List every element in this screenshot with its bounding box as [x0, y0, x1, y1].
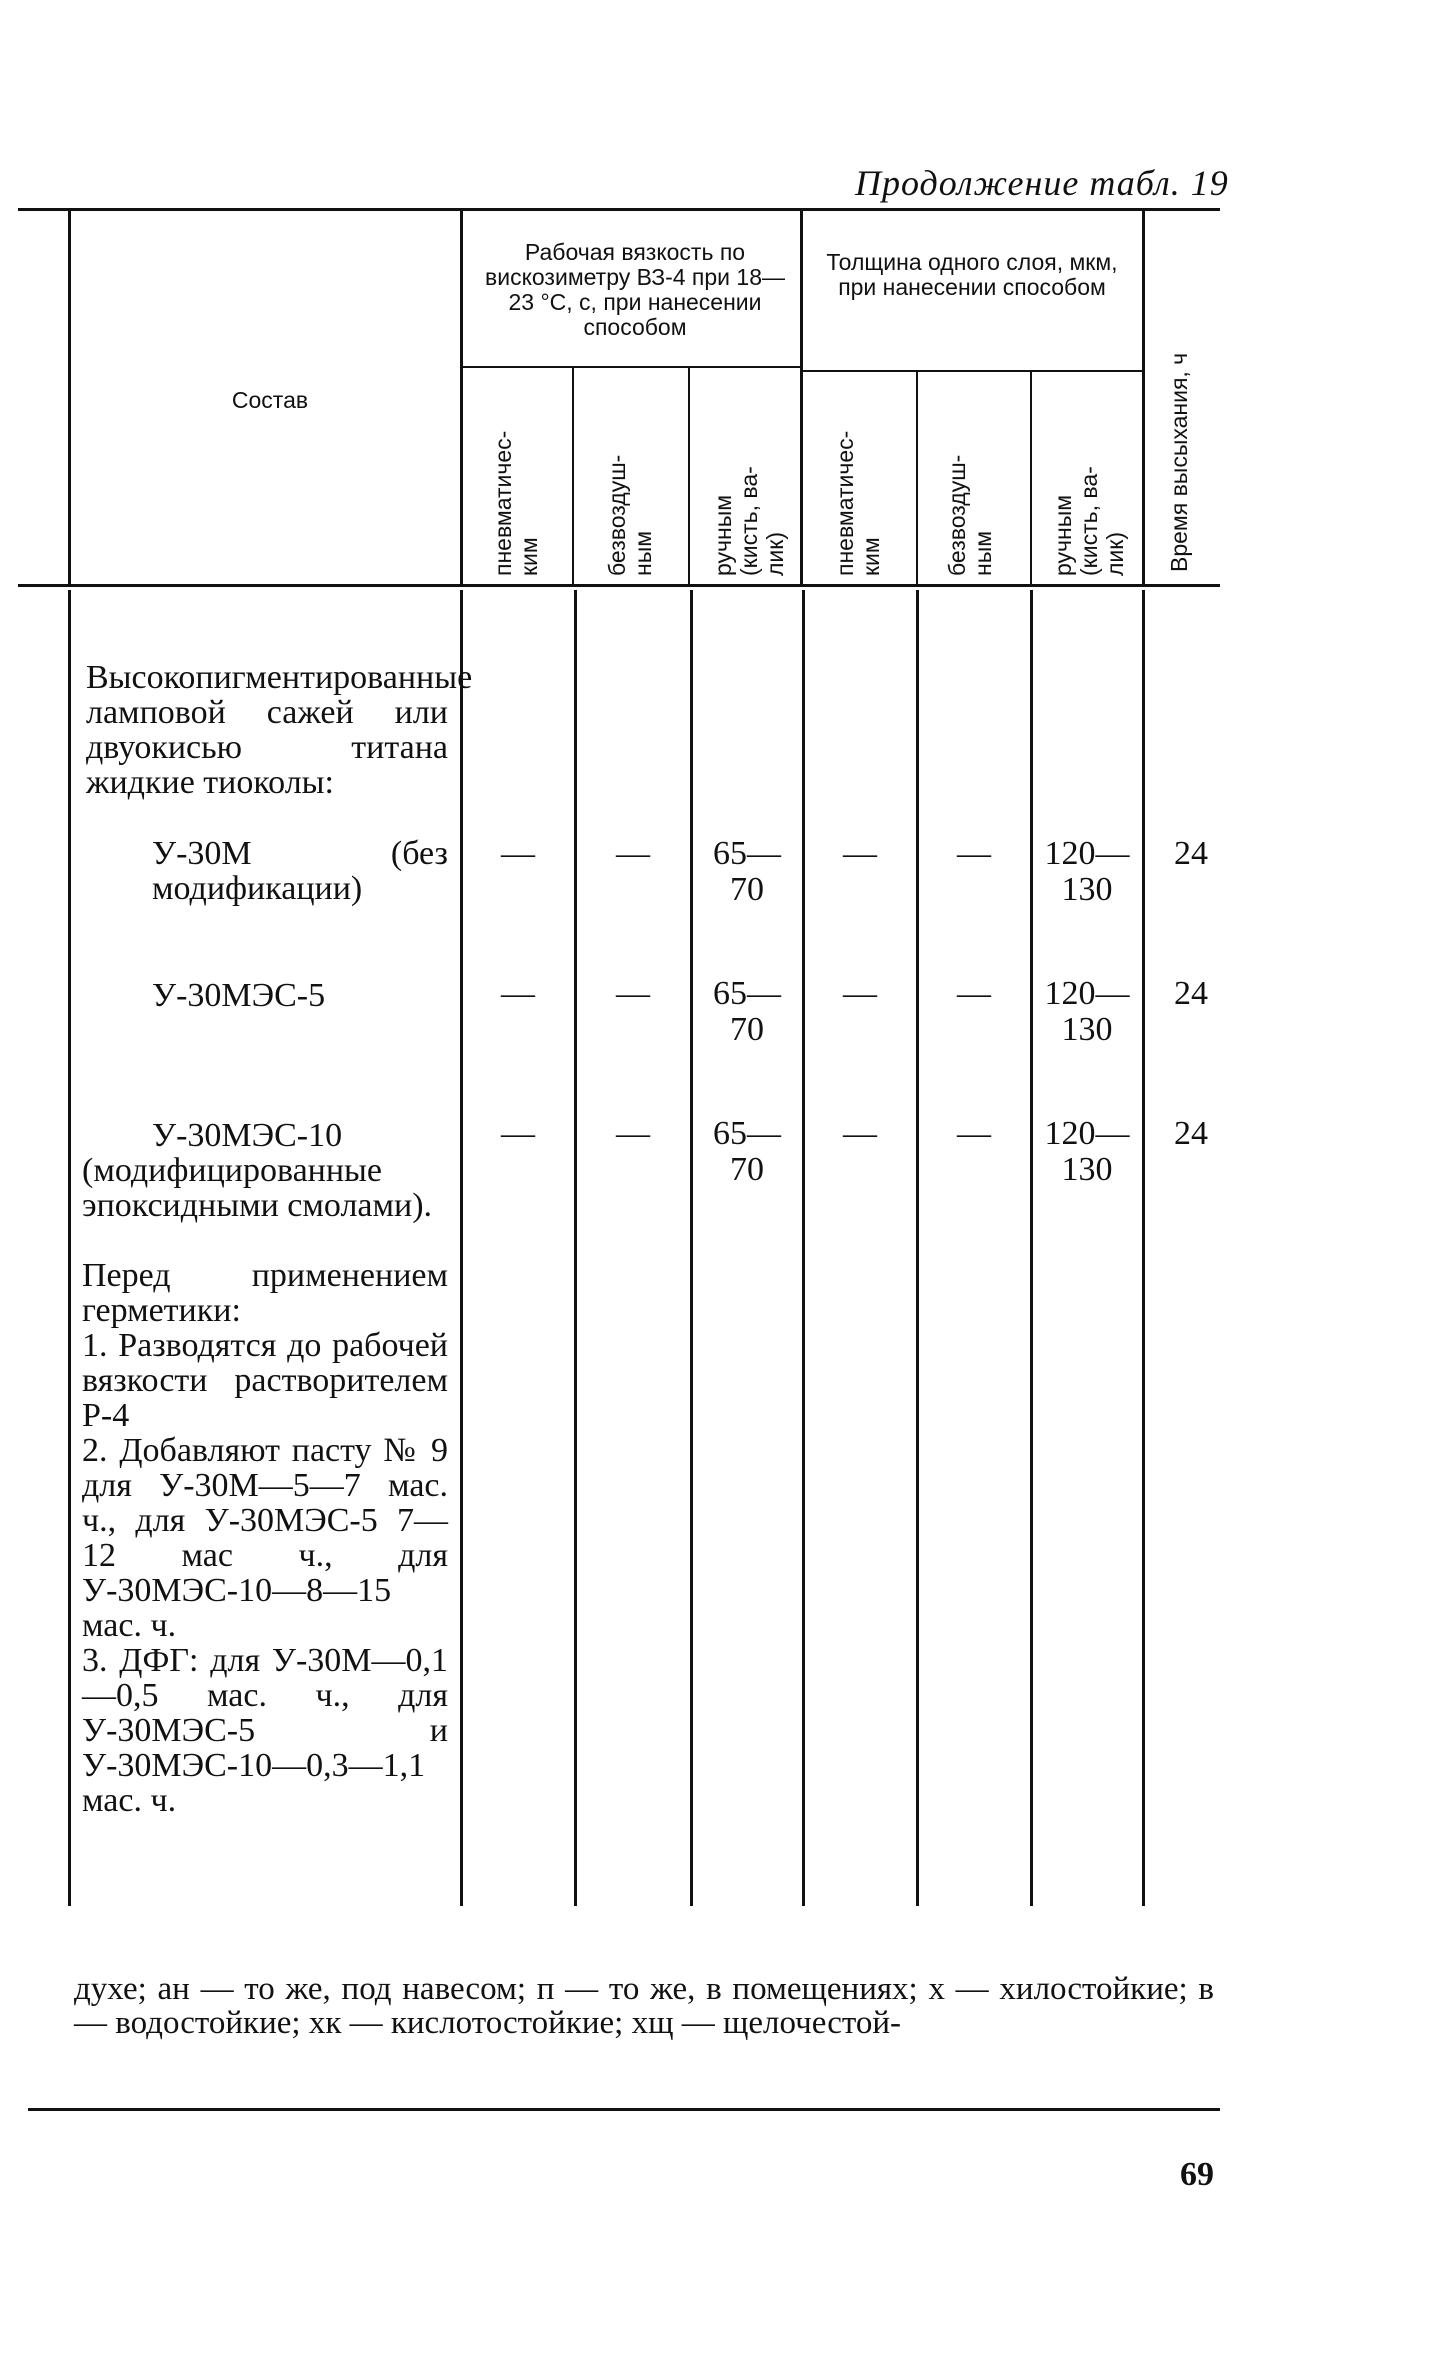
row-1-drying-time: 24 — [1174, 835, 1208, 872]
row-3-thickness-manual: 120— 130 — [1044, 1115, 1130, 1188]
page-number: 69 — [1180, 2156, 1214, 2193]
header-thickness-manual: ручным (кисть, ва- лик) — [1050, 466, 1128, 576]
footnote-text: духе; ан — то же, под навесом; п — то же, в помещениях; х — хилостойкие; в — водостойкие; хк — кислотостойкие; хщ — щелочестой- — [74, 1971, 1214, 2041]
header-drying-divider — [1142, 210, 1145, 584]
row-2-viscosity-manual: 65— 70 — [713, 975, 781, 1048]
table-caption: Продолжение табл. 19 — [855, 163, 1229, 203]
row-1-thickness-pneumatic: — — [843, 835, 877, 872]
row-1-viscosity-manual: 65— 70 — [713, 835, 781, 908]
header-bottom-rule — [18, 584, 1220, 587]
body-left-border — [68, 590, 71, 1906]
instruction-2: 2. Добавляют пасту № 9 для У-30М—5—7 мас. ч., для У-30МЭС-5 7—12 мас ч., для У-30МЭС-10—8—15 мас. ч. — [82, 1432, 448, 1644]
footnote-separator — [28, 2108, 1220, 2111]
row-3-viscosity-manual: 65— 70 — [713, 1115, 781, 1188]
row-1-thickness-airless: — — [957, 835, 991, 872]
row-3-drying-time: 24 — [1174, 1115, 1208, 1152]
row-3-note: (модифицированные эпоксидными смолами). — [82, 1152, 433, 1224]
header-col-divider — [460, 210, 463, 584]
header-thickness-airless: безвоздуш- ным — [944, 454, 996, 576]
header-sub-divider-4 — [1030, 372, 1032, 584]
header-sub-divider-1 — [572, 368, 574, 584]
header-thickness-group: Толщина одного слоя, мкм, при нанесении способом — [826, 249, 1118, 300]
row-1-viscosity-airless: — — [616, 835, 650, 872]
row-2-name: У-30МЭС-5 — [152, 977, 326, 1014]
body-col-divider-3 — [690, 590, 693, 1906]
header-thickness-pneumatic: пневматичес- ким — [832, 430, 884, 576]
instruction-1: 1. Разводятся до рабочей вязкости растворителем Р-4 — [82, 1327, 448, 1434]
header-composition: Состав — [231, 387, 309, 413]
row-1-viscosity-pneumatic: — — [501, 835, 535, 872]
table-top-rule — [18, 208, 1220, 211]
header-drying-time: Время высыхания, ч — [1166, 352, 1192, 572]
header-sub-divider-2 — [688, 368, 690, 584]
body-col-divider-5 — [916, 590, 919, 1906]
row-3-thickness-airless: — — [957, 1115, 991, 1152]
row-2-viscosity-airless: — — [616, 975, 650, 1012]
header-viscosity-pneumatic: пневматичес- ким — [490, 430, 542, 576]
instruction-3: 3. ДФГ: для У-30М—0,1—0,5 мас. ч., для У-30МЭС-5 и У-30МЭС-10—0,3—1,1 мас. ч. — [82, 1642, 448, 1819]
row-3-thickness-pneumatic: — — [843, 1115, 877, 1152]
row-1-name: У-30М (без модификации) — [152, 835, 448, 907]
row-3-name: У-30МЭС-10 — [152, 1117, 343, 1154]
row-2-thickness-pneumatic: — — [843, 975, 877, 1012]
header-group-divider — [800, 210, 803, 584]
header-sub-divider-3 — [916, 372, 918, 584]
header-viscosity-manual: ручным (кисть, ва- лик) — [710, 466, 788, 576]
row-1-thickness-manual: 120— 130 — [1044, 835, 1130, 908]
body-col-divider-4 — [802, 590, 805, 1906]
body-col-divider-6 — [1030, 590, 1033, 1906]
composition-intro: Высокопигментированные ламповой сажей или двуокисью титана жидкие тиоколы: — [86, 659, 473, 801]
body-col-divider-2 — [574, 590, 577, 1906]
row-2-thickness-manual: 120— 130 — [1044, 975, 1130, 1048]
viscosity-group-rule — [462, 366, 800, 368]
row-2-thickness-airless: — — [957, 975, 991, 1012]
thickness-group-rule — [802, 370, 1142, 372]
row-2-drying-time: 24 — [1174, 975, 1208, 1012]
row-3-viscosity-pneumatic: — — [501, 1115, 535, 1152]
row-3-viscosity-airless: — — [616, 1115, 650, 1152]
header-left-border — [68, 210, 71, 584]
header-viscosity-group: Рабочая вязкость по вискозиметру ВЗ-4 при 18—23 °С, с, при нанесении способом — [485, 239, 785, 340]
body-col-divider-1 — [460, 590, 463, 1906]
body-col-divider-7 — [1142, 590, 1145, 1906]
header-viscosity-airless: безвоздуш- ным — [604, 454, 656, 576]
instructions-title: Перед применением герметики: — [82, 1257, 448, 1329]
row-2-viscosity-pneumatic: — — [501, 975, 535, 1012]
